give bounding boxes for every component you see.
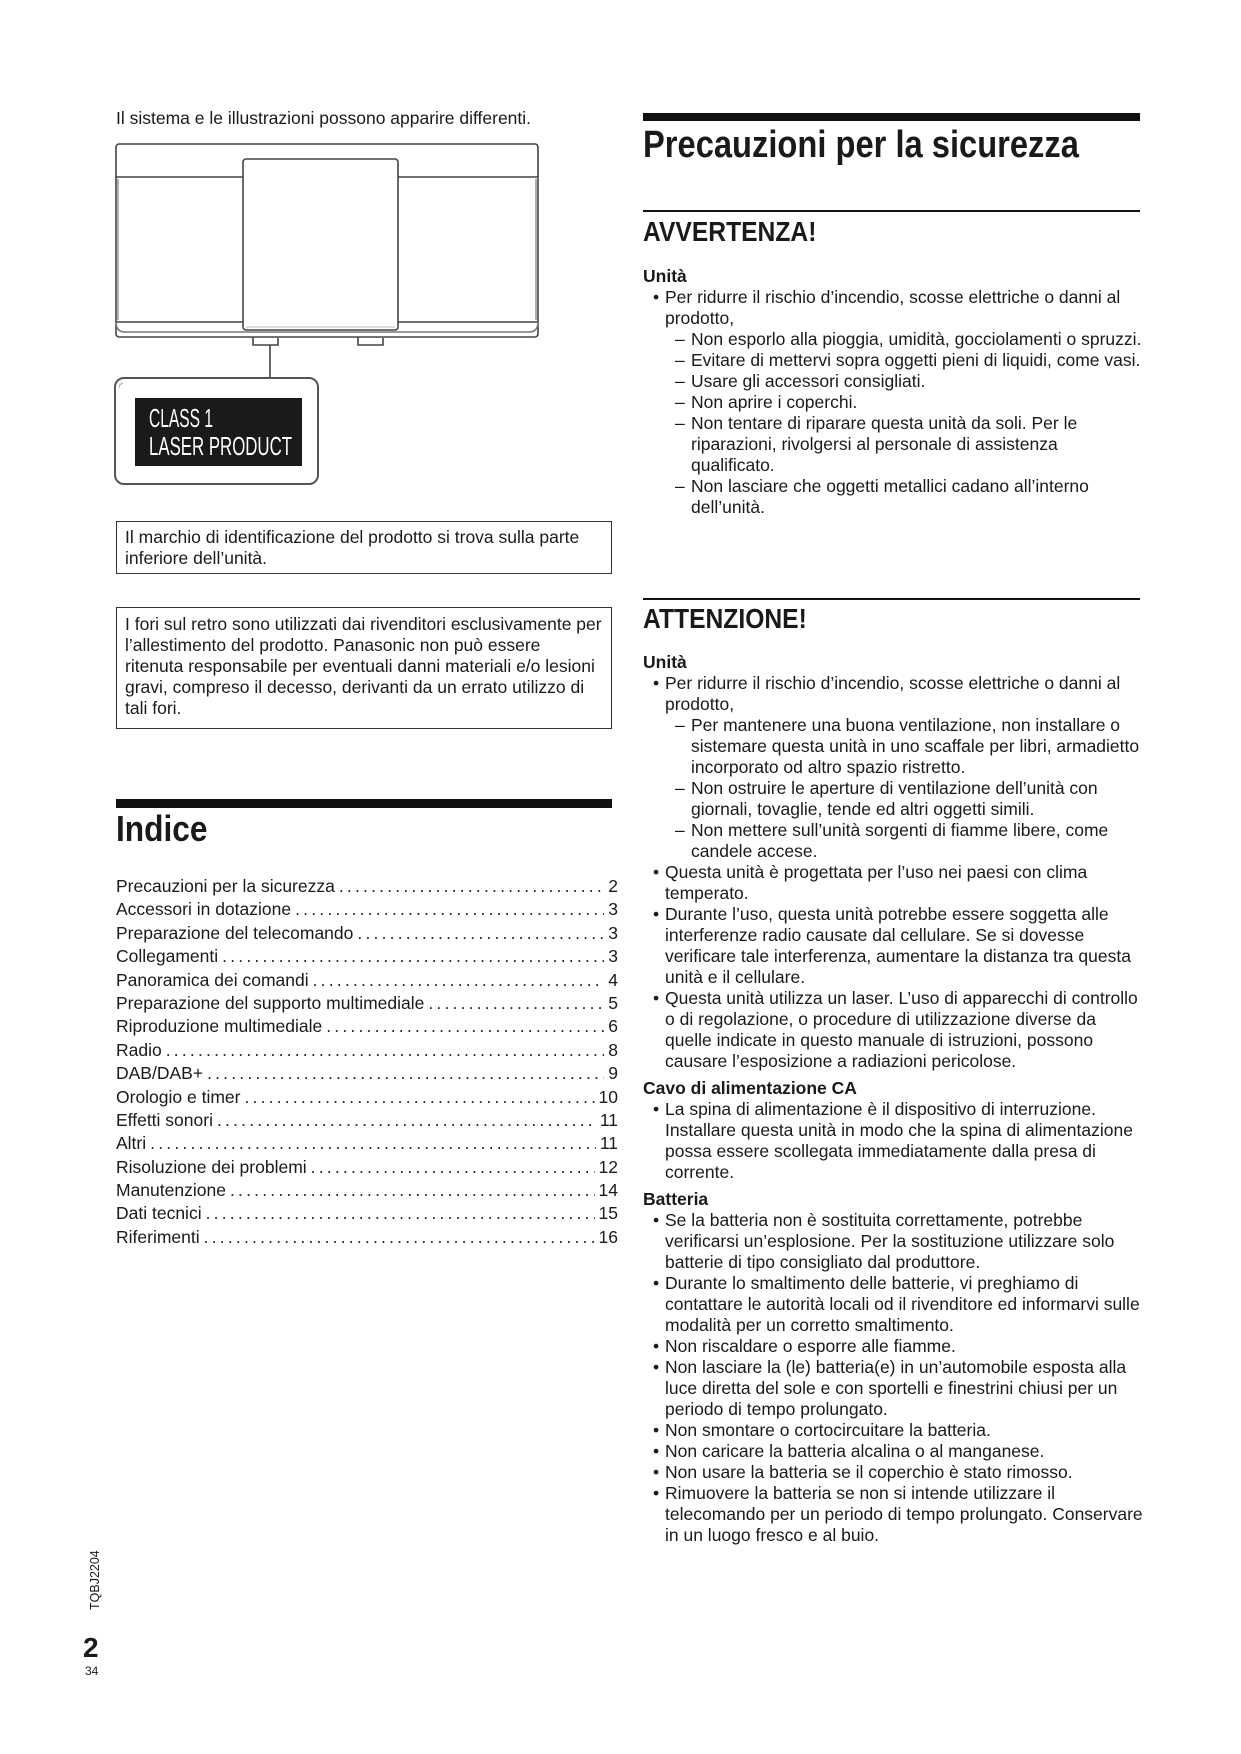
toc-entry[interactable]: Accessori in dotazione ..... 3	[116, 899, 618, 922]
warning-dash-item: – Non aprire i coperchi.	[643, 392, 1143, 413]
battery-bullet: • Non usare la batteria se il coperchio è stato rimosso.	[643, 1462, 1143, 1483]
battery-bullet: • Non lasciare la (le) batteria(e) in un’automobile esposta alla luce diretta del sole e con sportelli e finestrini chiusi per un periodo di tempo prolungato.	[643, 1357, 1143, 1420]
warning-dash-item: – Non lasciare che oggetti metallici cadano all’interno dell’unità.	[643, 476, 1143, 518]
warning-dash-item: – Usare gli accessori consigliati.	[643, 371, 1143, 392]
table-of-contents	[116, 876, 618, 1250]
section-rule	[643, 113, 1140, 121]
toc-entry[interactable]: Panoramica dei comandi ..... 4	[116, 970, 618, 993]
battery-bullet: • Non riscaldare o esporre alle fiamme.	[643, 1336, 1143, 1357]
toc-entry[interactable]: Riproduzione multimediale ..... 6	[116, 1016, 618, 1039]
battery-bullet: • Se la batteria non è sostituita correttamente, potrebbe verificarsi un’esplosione. Per la sostituzione utilizzare solo batterie di tipo consigliato dal produttore.	[643, 1210, 1143, 1273]
battery-subheading: Batteria	[643, 1189, 709, 1209]
toc-entry[interactable]: Preparazione del telecomando ..... 3	[116, 923, 618, 946]
caution-section	[643, 652, 1143, 1546]
battery-bullet: • Rimuovere la batteria se non si intende utilizzare il telecomando per un periodo di tempo prolungato. Conservare in un luogo fresco e al buio.	[643, 1483, 1143, 1546]
unit-subheading: Unità	[643, 266, 687, 286]
warning-dash-item: – Non tentare di riparare questa unità da soli. Per le riparazioni, rivolgersi al personale di assistenza qualificato.	[643, 413, 1143, 476]
warning-bullet: • Per ridurre il rischio d’incendio, scosse elettriche o danni al prodotto,	[643, 287, 1143, 329]
toc-entry[interactable]: Manutenzione ..... 14	[116, 1180, 618, 1203]
caution-dash-item: – Non mettere sull’unità sorgenti di fiamme libere, come candele accese.	[643, 820, 1143, 862]
toc-entry[interactable]: Radio ..... 8	[116, 1040, 618, 1063]
sub-page-number: 34	[85, 1664, 99, 1678]
device-illustration	[113, 142, 543, 490]
warning-section	[643, 266, 1143, 518]
document-code: TQBJ2204	[88, 1550, 102, 1610]
caution-dash-item: – Non ostruire le aperture di ventilazione dell’unità con giornali, tovaglie, tende ed altri oggetti simili.	[643, 778, 1143, 820]
section-rule	[643, 598, 1140, 600]
power-cord-subheading: Cavo di alimentazione CA	[643, 1078, 857, 1098]
toc-entry[interactable]: Orologio e timer ..... 10	[116, 1087, 618, 1110]
power-cord-bullet: • La spina di alimentazione è il dispositivo di interruzione. Installare questa unità in modo che la spina di alimentazione possa essere scollegata immediatamente dalla presa di corrente.	[643, 1099, 1143, 1183]
unit-subheading: Unità	[643, 652, 687, 672]
warning-dash-item: – Non esporlo alla pioggia, umidità, gocciolamenti o spruzzi.	[643, 329, 1143, 350]
caution-bullet: • Questa unità utilizza un laser. L’uso di apparecchi di controllo o di regolazione, o procedure di utilizzazione diverse da quelle indicate in questo manuale di istruzioni, possono causare l’esposizione a radiazioni pericolose.	[643, 988, 1143, 1072]
caution-bullet: • Questa unità è progettata per l’uso nei paesi con clima temperato.	[643, 862, 1143, 904]
identification-note: Il marchio di identificazione del prodotto si trova sulla parte inferiore dell’unità.	[116, 521, 612, 574]
rear-holes-note: I fori sul retro sono utilizzati dai rivenditori esclusivamente per l’allestimento del prodotto. Panasonic non può essere ritenuta responsabile per eventuali danni materiali e/o lesioni gravi, compreso il decesso, derivanti da un errato utilizzo di tali fori.	[116, 607, 612, 729]
toc-entry[interactable]: Preparazione del supporto multimediale ..... 5	[116, 993, 618, 1016]
laser-label-line1: CLASS 1	[149, 403, 213, 433]
page-title: Precauzioni per la sicurezza	[643, 124, 1079, 166]
toc-entry[interactable]: Collegamenti ..... 3	[116, 946, 618, 969]
battery-bullet: • Non caricare la batteria alcalina o al manganese.	[643, 1441, 1143, 1462]
section-rule	[643, 210, 1140, 212]
caution-bullet: • Per ridurre il rischio d’incendio, scosse elettriche o danni al prodotto,	[643, 673, 1143, 715]
caution-dash-item: – Per mantenere una buona ventilazione, non installare o sistemare questa unità in uno scaffale per libri, armadietto incorporato od altro spazio ristretto.	[643, 715, 1143, 778]
toc-entry[interactable]: Riferimenti ..... 16	[116, 1227, 618, 1250]
warning-heading: AVVERTENZA!	[643, 216, 817, 247]
toc-entry[interactable]: Altri ..... 11	[116, 1133, 618, 1156]
toc-entry[interactable]: Effetti sonori ..... 11	[116, 1110, 618, 1133]
toc-entry[interactable]: Dati tecnici ..... 15	[116, 1203, 618, 1226]
warning-dash-item: – Evitare di mettervi sopra oggetti pieni di liquidi, come vasi.	[643, 350, 1143, 371]
battery-bullet: • Non smontare o cortocircuitare la batteria.	[643, 1420, 1143, 1441]
page-number: 2	[83, 1632, 99, 1663]
battery-bullet: • Durante lo smaltimento delle batterie, vi preghiamo di contattare le autorità locali od il rivenditore ed informarvi sulle modalità per un corretto smaltimento.	[643, 1273, 1143, 1336]
indice-title: Indice	[116, 808, 208, 849]
intro-text: Il sistema e le illustrazioni possono apparire differenti.	[116, 108, 532, 128]
toc-entry[interactable]: Risoluzione dei problemi ..... 12	[116, 1157, 618, 1180]
indice-rule	[116, 799, 612, 808]
caution-heading: ATTENZIONE!	[643, 603, 807, 634]
toc-entry[interactable]: DAB/DAB+ ..... 9	[116, 1063, 618, 1086]
laser-label-line2: LASER PRODUCT	[149, 431, 293, 461]
caution-bullet: • Durante l’uso, questa unità potrebbe essere soggetta alle interferenze radio causate dal cellulare. Se si dovesse verificare tale interferenza, aumentare la distanza tra questa unità e il cellulare.	[643, 904, 1143, 988]
toc-entry[interactable]: Precauzioni per la sicurezza ..... 2	[116, 876, 618, 899]
